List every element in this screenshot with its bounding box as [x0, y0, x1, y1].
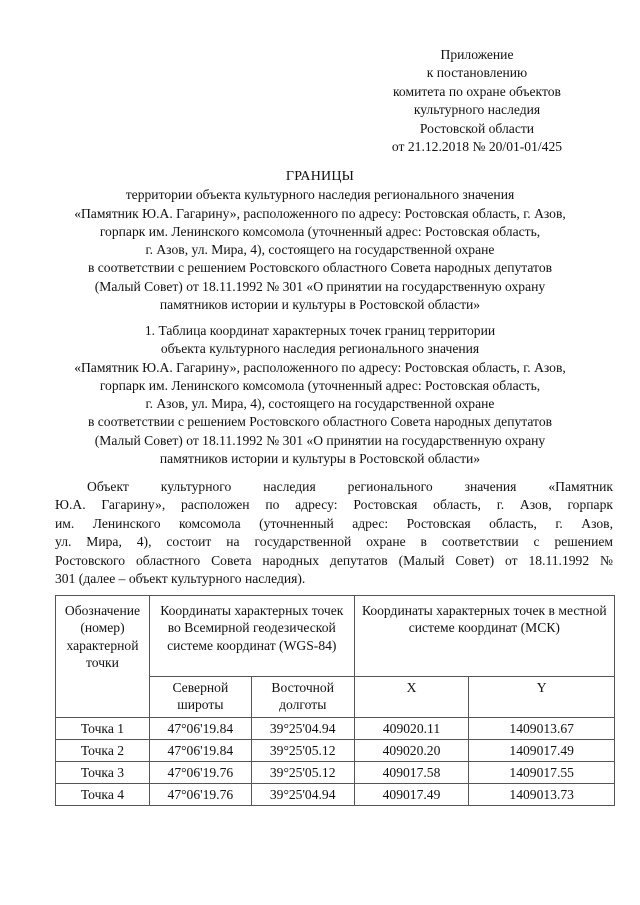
cell-lat: 47°06'19.84: [149, 718, 251, 740]
cell-point: Точка 4: [56, 784, 150, 806]
caption-line: г. Азов, ул. Мира, 4), состоящего на государственной охране: [145, 396, 495, 412]
cell-x: 409020.20: [354, 740, 469, 762]
cell-point: Точка 1: [56, 718, 150, 740]
caption-line: памятников истории и культуры в Ростовской области»: [159, 451, 481, 467]
title-line: (Малый Совет) от 18.11.1992 № 301 «О принятии на государственную охрану: [94, 278, 546, 294]
annex-line: к постановлению: [426, 65, 528, 81]
paragraph-line: Ю.А. Гагарину», расположен по адресу: Ростовская область, г. Азов, горпарк: [55, 497, 613, 513]
cell-x: 409017.49: [354, 784, 469, 806]
table-caption: [40, 322, 600, 468]
caption-line: (Малый Совет) от 18.11.1992 № 301 «О принятии на государственную охрану: [94, 432, 546, 448]
annex-line: культурного наследия: [413, 102, 541, 118]
table-header-row: [56, 596, 615, 677]
table-row: [56, 784, 615, 806]
caption-line: 1. Таблица координат характерных точек границ территории: [144, 323, 496, 338]
cell-lon: 39°25'05.12: [251, 740, 354, 762]
caption-line: в соответствии с решением Ростовского областного Совета народных депутатов: [87, 414, 553, 430]
paragraph-line: 301 (далее – объект культурного наследия).: [55, 571, 306, 587]
annex-line: Приложение: [440, 47, 514, 62]
cell-y: 1409017.49: [469, 740, 615, 762]
cell-y: 1409017.55: [469, 762, 615, 784]
caption-line: «Памятник Ю.А. Гагарину», расположенного по адресу: Ростовская область, г. Азов,: [74, 359, 566, 375]
coordinates-table: [55, 595, 615, 806]
paragraph-line: Объект культурного наследия регионального значения «Памятник: [87, 479, 613, 494]
paragraph-line: ул. Мира, 4), состоит на государственной охране в соответствии с решением: [55, 534, 613, 550]
cell-lat: 47°06'19.84: [149, 740, 251, 762]
cell-x: 409020.11: [354, 718, 469, 740]
title-line: горпарк им. Ленинского комсомола (уточненный адрес: Ростовская область,: [99, 223, 541, 239]
table-row: [56, 718, 615, 740]
caption-line: горпарк им. Ленинского комсомола (уточненный адрес: Ростовская область,: [99, 377, 541, 393]
title-heading: ГРАНИЦЫ: [285, 169, 355, 184]
title-line: памятников истории и культуры в Ростовской области»: [159, 297, 481, 313]
subheader-y: Y: [469, 677, 615, 718]
cell-lat: 47°06'19.76: [149, 762, 251, 784]
subheader-x: X: [354, 677, 469, 718]
annex-line: комитета по охране объектов: [393, 83, 561, 99]
cell-y: 1409013.73: [469, 784, 615, 806]
cell-point: Точка 2: [56, 740, 150, 762]
annex-block: [367, 46, 587, 156]
cell-y: 1409013.67: [469, 718, 615, 740]
header-designation: Обозначение (номер) характерной точки: [56, 596, 150, 718]
paragraph-line: им. Ленинского комсомола (уточненный адрес: Ростовская область, г. Азов,: [55, 515, 613, 531]
title-line: территории объекта культурного наследия регионального значения: [125, 187, 515, 203]
annex-date-line: от 21.12.2018 № 20/01-01/425: [391, 139, 563, 155]
title-line: в соответствии с решением Ростовского областного Совета народных депутатов: [87, 260, 553, 276]
body-paragraph: [55, 478, 613, 588]
subheader-lat: Северной широты: [149, 677, 251, 718]
document-title: [40, 168, 600, 314]
annex-line: Ростовской области: [419, 120, 535, 136]
table-row: [56, 762, 615, 784]
header-msk: Координаты характерных точек в местной системе координат (МСК): [354, 596, 614, 677]
caption-line: объекта культурного наследия регионального значения: [160, 341, 480, 357]
cell-lat: 47°06'19.76: [149, 784, 251, 806]
cell-x: 409017.58: [354, 762, 469, 784]
subheader-lon: Восточной долготы: [251, 677, 354, 718]
cell-lon: 39°25'04.94: [251, 718, 354, 740]
paragraph-line: Ростовского областного Совета народных депутатов (Малый Совет) от 18.11.1992 №: [55, 552, 613, 568]
header-wgs: Координаты характерных точек во Всемирной геодезической системе координат (WGS-84): [149, 596, 354, 677]
cell-lon: 39°25'05.12: [251, 762, 354, 784]
cell-point: Точка 3: [56, 762, 150, 784]
cell-lon: 39°25'04.94: [251, 784, 354, 806]
table-row: [56, 740, 615, 762]
title-line: «Памятник Ю.А. Гагарину», расположенного по адресу: Ростовская область, г. Азов,: [74, 205, 566, 221]
title-line: г. Азов, ул. Мира, 4), состоящего на государственной охране: [145, 242, 495, 258]
